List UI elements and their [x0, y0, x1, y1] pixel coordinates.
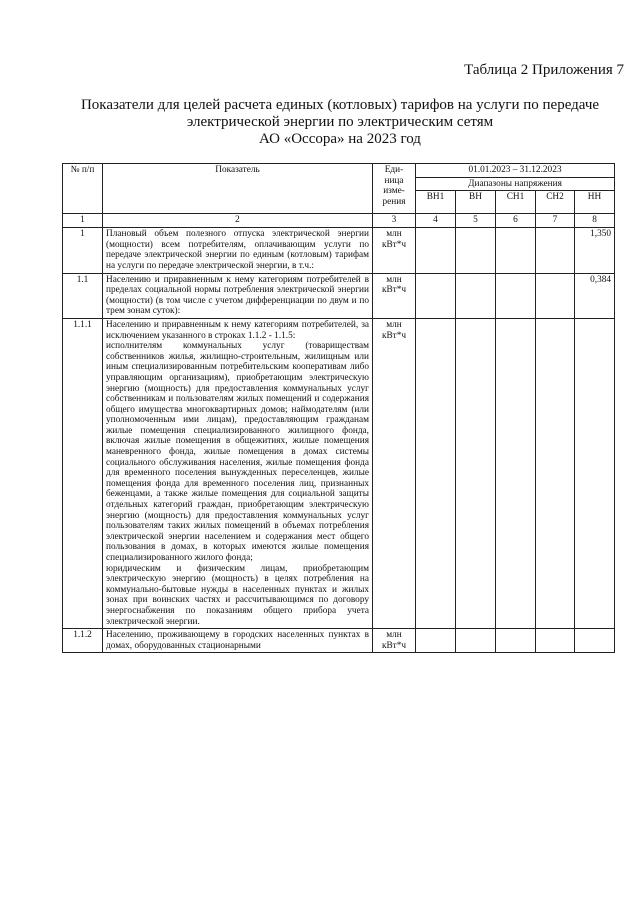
column-number: 3: [373, 214, 416, 228]
indicator-paragraph: Населению, проживающему в городских населенных пунктах в домах, оборудованных стационарными: [106, 630, 369, 651]
header-voltage-vn: ВН: [456, 191, 496, 214]
table-row: [63, 273, 615, 318]
row-indicator: [103, 273, 373, 318]
row-number: 1.1.2: [63, 629, 103, 653]
header-period: 01.01.2023 – 31.12.2023: [416, 164, 615, 178]
column-number: 5: [456, 214, 496, 228]
row-value: [456, 629, 496, 653]
table-row: [63, 318, 615, 628]
indicator-paragraph: Плановый объем полезного отпуска электрической энергии (мощности) всем потребителям, оплачивающим услуги по передаче электрической энергии по единым (котловым) тарифам на услуги по передаче электрической энергии, в т.ч.:: [106, 229, 369, 271]
row-value: [496, 318, 536, 628]
table-caption: Таблица 2 Приложения 7: [464, 62, 624, 78]
header-voltage-ranges: Диапазоны напряжения: [416, 177, 615, 191]
header-voltage-sn1: СН1: [496, 191, 536, 214]
row-value: [416, 318, 456, 628]
table-row: [63, 629, 615, 653]
row-number: 1.1.1: [63, 318, 103, 628]
row-value: 0,384: [575, 273, 615, 318]
row-value: [536, 273, 575, 318]
document-title: [60, 97, 620, 148]
row-value: [575, 629, 615, 653]
row-value: 1,350: [575, 228, 615, 273]
header-num: № п/п: [63, 164, 103, 214]
title-line-2: электрической энергии по электрическим сетям: [186, 114, 494, 130]
row-value: [496, 228, 536, 273]
row-value: [575, 318, 615, 628]
row-indicator: [103, 629, 373, 653]
indicator-paragraph: исполнителям коммунальных услуг (товариществам собственников жилья, жилищно-строительным, жилищным или иным специализированным потребительским кооперативам либо управляющим организациям), приобретающим электрическую энергию (мощность) для предоставления коммунальных услуг собственникам и пользователям жилых помещений и содержания общего имущества многоквартирных домов; наймодателям (или уполномоченным ими лицам), предоставляющим гражданам жилые помещения специализированного жилищного фонда, включая жилые помещения в общежитиях, жилые помещения маневренного фонда, жилые помещения в домах системы социального обслуживания населения, жилые помещения фонда для временного поселения вынужденных переселенцев, жилые помещения фонда для временного поселения лиц, признанных беженцами, а также жилые помещения для социальной защиты отдельных категорий граждан, приобретающим электрическую энергию (мощность) для предоставления коммунальных услуг пользователям таких жилых помещений в объемах потребления электрической энергии населением и содержания мест общего пользования в домах, в которых имеются жилые помещения специализированного жилого фонда;: [106, 341, 369, 563]
row-indicator: [103, 318, 373, 628]
indicator-paragraph: Населению и приравненным к нему категориям потребителей, за исключением указанного в строках 1.1.2 - 1.1.5:: [106, 319, 369, 341]
row-value: [536, 629, 575, 653]
header-voltage-sn2: СН2: [536, 191, 575, 214]
title-line-1: Показатели для целей расчета единых (котловых) тарифов на услуги по передаче: [80, 97, 600, 113]
column-number: 8: [575, 214, 615, 228]
row-unit: млн кВт*ч: [373, 629, 416, 653]
column-number: 4: [416, 214, 456, 228]
row-value: [536, 318, 575, 628]
row-value: [416, 273, 456, 318]
indicator-paragraph: юридическим и физическим лицам, приобретающим электрическую энергию (мощность) в целях потребления на коммунально-бытовые нужды в населенных пунктах и жилых зонах при воинских частях и рассчитывающимся по договору энергоснабжения по показаниям общего прибора учета электрической энергии.: [106, 563, 369, 627]
row-value: [456, 228, 496, 273]
column-number: 1: [63, 214, 103, 228]
title-line-3: АО «Оссора» на 2023 год: [259, 131, 421, 147]
row-value: [536, 228, 575, 273]
column-number: 6: [496, 214, 536, 228]
row-value: [496, 629, 536, 653]
row-indicator: [103, 228, 373, 273]
header-voltage-nn: НН: [575, 191, 615, 214]
row-number: 1.1: [63, 273, 103, 318]
row-unit: млн кВт*ч: [373, 318, 416, 628]
column-number: 7: [536, 214, 575, 228]
indicators-table: [62, 163, 615, 653]
row-value: [456, 318, 496, 628]
row-value: [456, 273, 496, 318]
column-number-row: [63, 214, 615, 228]
header-voltage-vn1: ВН1: [416, 191, 456, 214]
row-value: [416, 629, 456, 653]
row-unit: млн кВт*ч: [373, 273, 416, 318]
row-value: [416, 228, 456, 273]
row-number: 1: [63, 228, 103, 273]
column-number: 2: [103, 214, 373, 228]
header-unit: Еди-ница изме-рения: [373, 164, 416, 214]
table-row: [63, 228, 615, 273]
row-value: [496, 273, 536, 318]
row-unit: млн кВт*ч: [373, 228, 416, 273]
indicator-paragraph: Населению и приравненным к нему категориям потребителей в пределах социальной нормы потребления электрической энергии (мощности) (в том числе с учетом дифференциации по двум и по трем зонам суток):: [106, 274, 369, 317]
header-indicator: Показатель: [103, 164, 373, 214]
